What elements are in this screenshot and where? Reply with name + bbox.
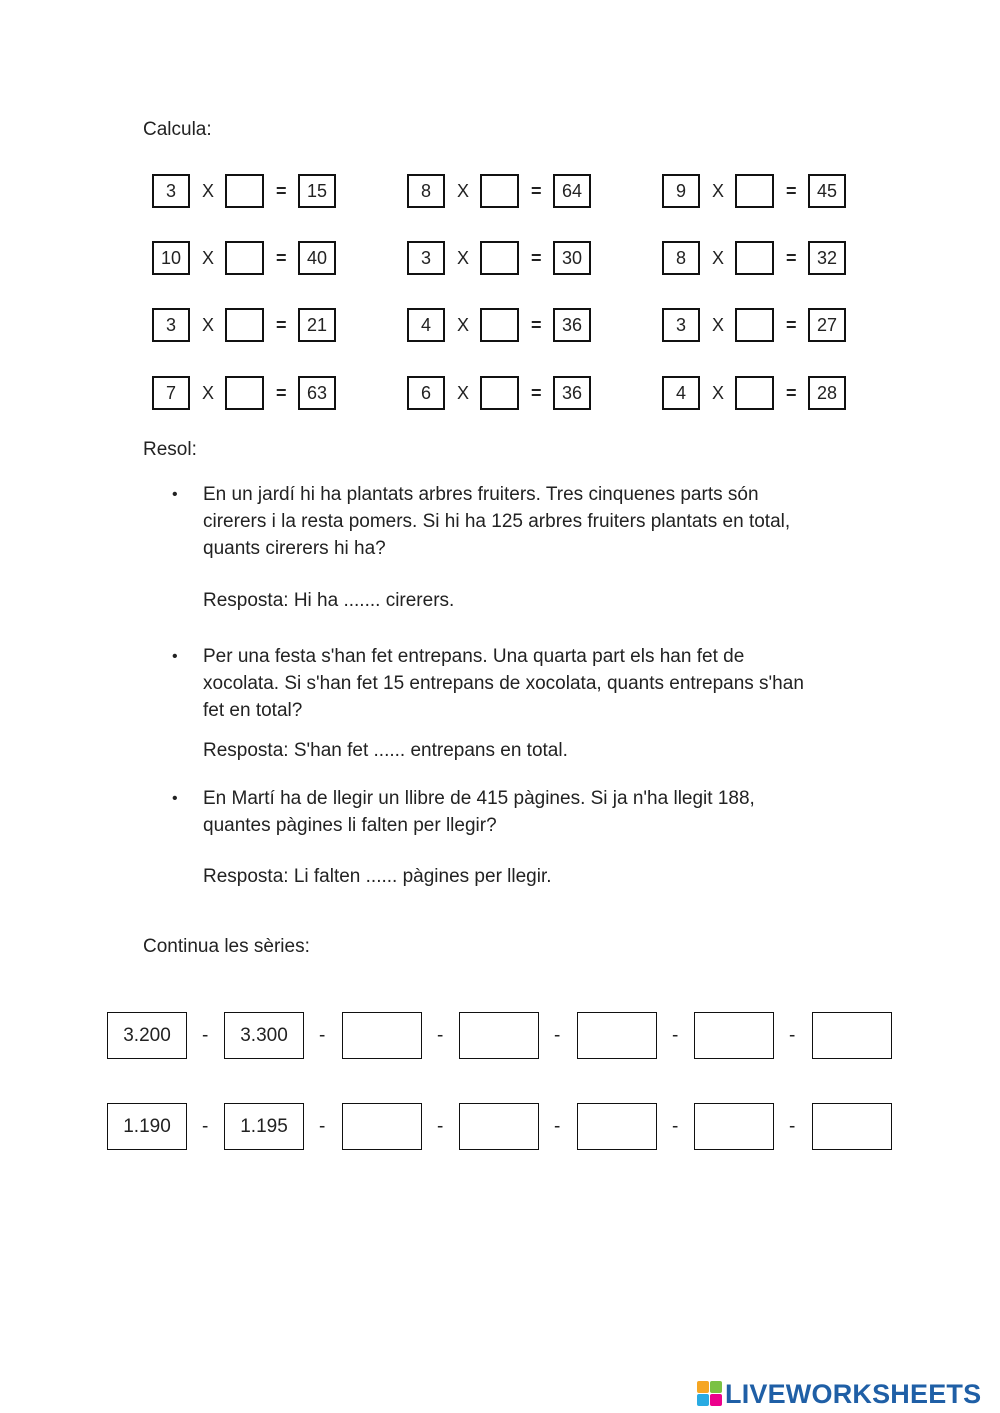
liveworksheets-logo xyxy=(697,1378,981,1410)
factor-box: 4 xyxy=(407,308,445,342)
factor-box: 9 xyxy=(662,174,700,208)
answer-input-box[interactable] xyxy=(735,241,774,275)
multiplication-equation xyxy=(662,308,846,342)
problem-3-line-2: quantes pàgines li falten per llegir? xyxy=(203,815,497,836)
equals-sign: = xyxy=(786,248,797,268)
multiplication-equation xyxy=(662,376,846,410)
product-box: 45 xyxy=(808,174,846,208)
series-separator: - xyxy=(202,1025,209,1046)
factor-box: 3 xyxy=(152,174,190,208)
series-separator: - xyxy=(319,1025,326,1046)
times-sign: X xyxy=(202,383,215,403)
resol-heading: Resol: xyxy=(143,439,197,460)
equals-sign: = xyxy=(276,383,287,403)
series-input-box[interactable] xyxy=(577,1103,657,1150)
problem-1-line-1: En un jardí hi ha plantats arbres fruiters. Tres cinquenes parts són xyxy=(203,484,759,505)
factor-box: 6 xyxy=(407,376,445,410)
series-separator: - xyxy=(672,1025,679,1046)
series-input-box[interactable] xyxy=(812,1103,892,1150)
factor-box: 8 xyxy=(662,241,700,275)
series-input-box[interactable] xyxy=(342,1012,422,1059)
multiplication-equation xyxy=(662,241,846,275)
series-input-box[interactable] xyxy=(694,1012,774,1059)
product-box: 40 xyxy=(298,241,336,275)
factor-box: 7 xyxy=(152,376,190,410)
factor-box: 10 xyxy=(152,241,190,275)
series-separator: - xyxy=(319,1116,326,1137)
series-input-box[interactable] xyxy=(459,1012,539,1059)
series-input-box[interactable] xyxy=(812,1012,892,1059)
problem-2 xyxy=(172,643,872,724)
product-box: 36 xyxy=(553,308,591,342)
series-separator: - xyxy=(789,1116,796,1137)
series-separator: - xyxy=(202,1116,209,1137)
problem-1-line-3: quants cirerers hi ha? xyxy=(203,538,386,559)
problem-1 xyxy=(172,481,872,562)
product-box: 64 xyxy=(553,174,591,208)
series-input-box[interactable] xyxy=(694,1103,774,1150)
problem-3 xyxy=(172,785,872,839)
answer-input-box[interactable] xyxy=(735,308,774,342)
times-sign: X xyxy=(712,383,725,403)
equals-sign: = xyxy=(531,248,542,268)
problem-2-line-3: fet en total? xyxy=(203,700,303,721)
problem-3-answer: Resposta: Li falten ...... pàgines per llegir. xyxy=(203,866,552,887)
logo-text: LIVEWORKSHEETS xyxy=(725,1378,982,1409)
series-input-box[interactable] xyxy=(342,1103,422,1150)
product-box: 27 xyxy=(808,308,846,342)
series-input-box[interactable] xyxy=(459,1103,539,1150)
answer-input-box[interactable] xyxy=(225,308,264,342)
multiplication-equation xyxy=(152,241,336,275)
equals-sign: = xyxy=(531,315,542,335)
product-box: 63 xyxy=(298,376,336,410)
bullet: • xyxy=(172,790,178,807)
series-separator: - xyxy=(437,1116,444,1137)
multiplication-equation xyxy=(152,376,336,410)
product-box: 32 xyxy=(808,241,846,275)
product-box: 28 xyxy=(808,376,846,410)
series-separator: - xyxy=(554,1116,561,1137)
product-box: 21 xyxy=(298,308,336,342)
multiplication-equation xyxy=(407,241,591,275)
equals-sign: = xyxy=(786,383,797,403)
series-heading: Continua les sèries: xyxy=(143,936,310,957)
multiplication-equation xyxy=(407,308,591,342)
times-sign: X xyxy=(457,248,470,268)
problem-1-answer: Resposta: Hi ha ....... cirerers. xyxy=(203,590,455,611)
problem-2-line-1: Per una festa s'han fet entrepans. Una quarta part els han fet de xyxy=(203,646,745,667)
problem-1-line-2: cirerers i la resta pomers. Si hi ha 125 arbres fruiters plantats en total, xyxy=(203,511,791,532)
times-sign: X xyxy=(202,248,215,268)
number-series-row xyxy=(107,1103,893,1150)
factor-box: 4 xyxy=(662,376,700,410)
series-given-box: 1.195 xyxy=(224,1103,304,1150)
product-box: 30 xyxy=(553,241,591,275)
equals-sign: = xyxy=(531,181,542,201)
multiplication-equation xyxy=(407,174,591,208)
multiplication-equation xyxy=(152,308,336,342)
factor-box: 8 xyxy=(407,174,445,208)
problem-2-line-2: xocolata. Si s'han fet 15 entrepans de xocolata, quants entrepans s'han xyxy=(203,673,804,694)
equals-sign: = xyxy=(276,248,287,268)
equals-sign: = xyxy=(786,315,797,335)
answer-input-box[interactable] xyxy=(480,241,519,275)
series-given-box: 3.300 xyxy=(224,1012,304,1059)
answer-input-box[interactable] xyxy=(480,308,519,342)
answer-input-box[interactable] xyxy=(225,174,264,208)
times-sign: X xyxy=(712,181,725,201)
answer-input-box[interactable] xyxy=(735,376,774,410)
problem-3-line-1: En Martí ha de llegir un llibre de 415 pàgines. Si ja n'ha llegit 188, xyxy=(203,788,755,809)
product-box: 15 xyxy=(298,174,336,208)
series-given-box: 1.190 xyxy=(107,1103,187,1150)
times-sign: X xyxy=(712,315,725,335)
problem-2-answer: Resposta: S'han fet ...... entrepans en total. xyxy=(203,740,568,761)
series-separator: - xyxy=(672,1116,679,1137)
times-sign: X xyxy=(457,383,470,403)
series-given-box: 3.200 xyxy=(107,1012,187,1059)
liveworksheets-logo-icon xyxy=(697,1381,723,1407)
answer-input-box[interactable] xyxy=(735,174,774,208)
equals-sign: = xyxy=(786,181,797,201)
answer-input-box[interactable] xyxy=(480,376,519,410)
factor-box: 3 xyxy=(407,241,445,275)
factor-box: 3 xyxy=(152,308,190,342)
times-sign: X xyxy=(712,248,725,268)
answer-input-box[interactable] xyxy=(480,174,519,208)
series-separator: - xyxy=(437,1025,444,1046)
equals-sign: = xyxy=(276,315,287,335)
multiplication-equation xyxy=(662,174,846,208)
series-separator: - xyxy=(554,1025,561,1046)
times-sign: X xyxy=(202,315,215,335)
times-sign: X xyxy=(457,315,470,335)
times-sign: X xyxy=(457,181,470,201)
multiplication-equation xyxy=(152,174,336,208)
bullet: • xyxy=(172,486,178,503)
calcula-heading: Calcula: xyxy=(143,119,212,140)
equals-sign: = xyxy=(276,181,287,201)
equals-sign: = xyxy=(531,383,542,403)
factor-box: 3 xyxy=(662,308,700,342)
bullet: • xyxy=(172,648,178,665)
answer-input-box[interactable] xyxy=(225,376,264,410)
answer-input-box[interactable] xyxy=(225,241,264,275)
number-series-row xyxy=(107,1012,893,1059)
times-sign: X xyxy=(202,181,215,201)
series-separator: - xyxy=(789,1025,796,1046)
multiplication-equation xyxy=(407,376,591,410)
series-input-box[interactable] xyxy=(577,1012,657,1059)
product-box: 36 xyxy=(553,376,591,410)
